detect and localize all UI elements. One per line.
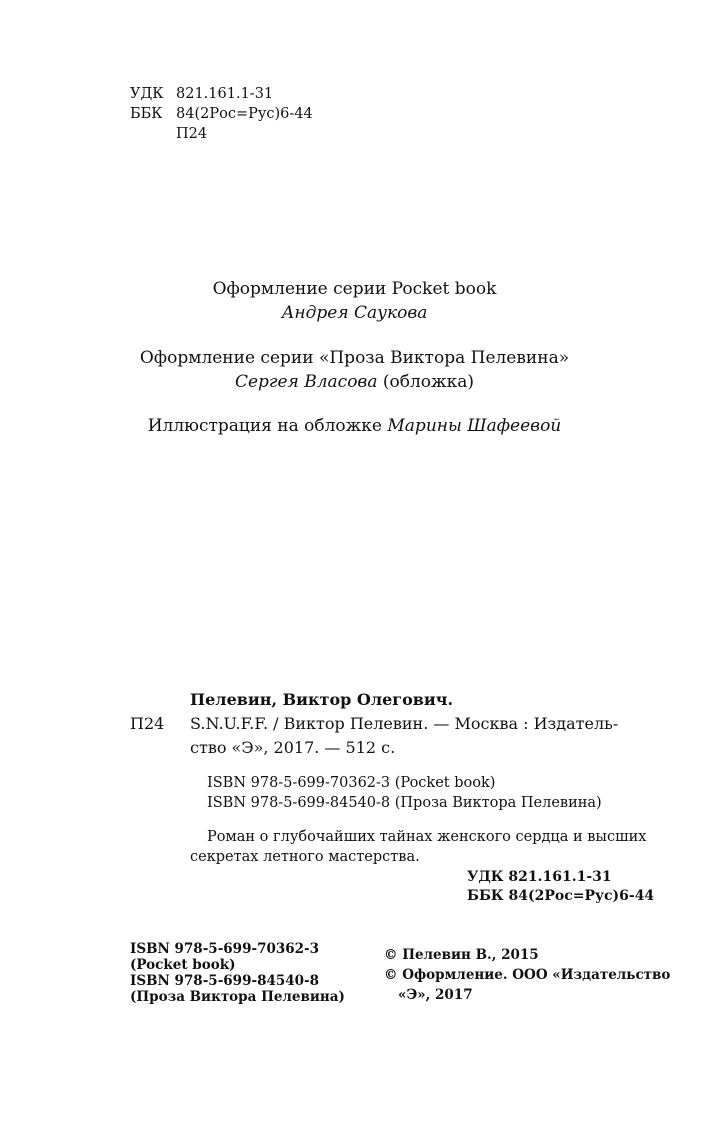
card-title-line1: S.N.U.F.F. / Виктор Пелевин. — Москва : Издатель- [190, 714, 619, 733]
series2-designer-line [0, 370, 709, 394]
series2-note: (обложка) [382, 372, 475, 392]
series1-designer: Андрея Саукова [281, 303, 428, 323]
card-mark: П24 [130, 714, 165, 733]
footer-copyright-author: © Пелевин В., 2015 [384, 947, 539, 963]
footer-isbn1: ISBN 978-5-699-70362-3 [130, 941, 320, 957]
card-annotation-line1: Роман о глубочайших тайнах женского сердца и высших [207, 829, 647, 845]
card-author-heading: Пелевин, Виктор Олегович. [190, 690, 454, 709]
bbk-line [130, 104, 313, 124]
footer-isbn2: ISBN 978-5-699-84540-8 [130, 973, 320, 989]
footer-isbn2-note: (Проза Виктора Пелевина) [130, 989, 345, 1005]
bbk-label: ББК [130, 106, 163, 122]
udk-value: 821.161.1-31 [176, 86, 274, 102]
footer-copyright-design: © Оформление. ООО «Издательство [384, 967, 671, 983]
illustration-text: Иллюстрация на обложке [147, 416, 382, 436]
footer-isbn1-note: (Pocket book) [130, 957, 236, 973]
footer-copyright-year: «Э», 2017 [398, 987, 473, 1003]
illustration-artist: Марины Шафеевой [387, 416, 562, 436]
series1-credit: Оформление серии Pocket book [212, 279, 497, 299]
author-mark: П24 [176, 126, 208, 142]
card-title-line2: ство «Э», 2017. — 512 с. [190, 738, 396, 757]
udk-line [130, 84, 273, 104]
card-isbn1: ISBN 978-5-699-70362-3 (Pocket book) [207, 775, 496, 791]
card-udk: УДК 821.161.1-31 [467, 869, 612, 885]
udk-label: УДК [130, 86, 164, 102]
card-annotation-line2: секретах летного мастерства. [190, 849, 420, 865]
series2-designer: Сергея Власова [234, 372, 378, 392]
series2-credit: Оформление серии «Проза Виктора Пелевина» [139, 348, 570, 368]
bbk-value: 84(2Рос=Рус)6-44 [176, 106, 313, 122]
card-bbk: ББК 84(2Рос=Рус)6-44 [467, 888, 655, 904]
card-isbn2: ISBN 978-5-699-84540-8 (Проза Виктора Пелевина) [207, 795, 602, 811]
illustration-credit [0, 414, 709, 438]
